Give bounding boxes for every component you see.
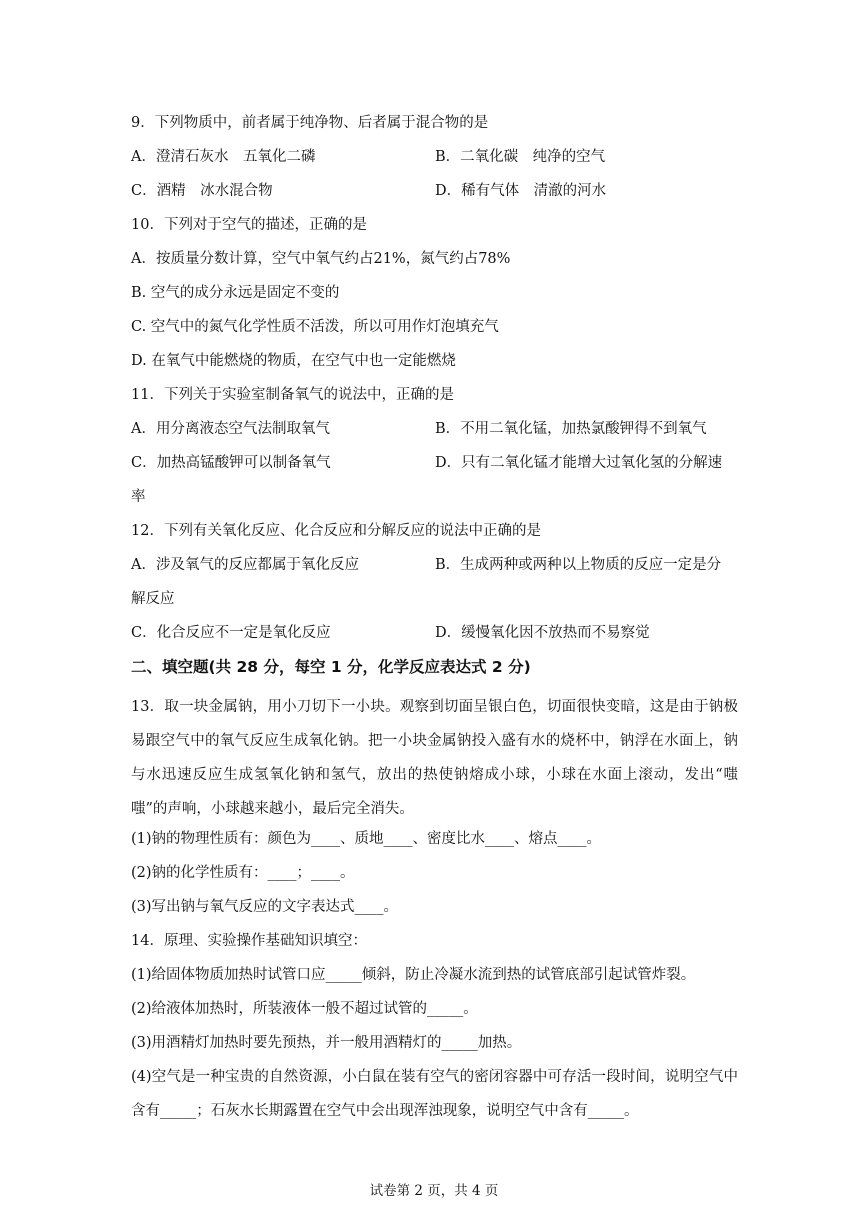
- q11-stem: 11．下列关于实验室制备氧气的说法中，正确的是: [131, 387, 454, 403]
- q11-option-a: A．用分离液态空气法制取氧气: [131, 421, 330, 437]
- q11-option-d: D．只有二氧化锰才能增大过氧化氢的分解速: [435, 455, 723, 471]
- q10-option-b: B. 空气的成分永远是固定不变的: [131, 285, 340, 301]
- page-footer: 试卷第 2 页，共 4 页: [369, 1183, 499, 1199]
- q10-option-c: C. 空气中的氮气化学性质不活泼，所以可用作灯泡填充气: [131, 319, 499, 335]
- q13-part-3: (3)写出钠与氧气反应的文字表达式____。: [131, 899, 399, 915]
- q14-part-4: (4)空气是一种宝贵的自然资源，小白鼠在装有空气的密闭容器中可存活一段时间，说明空气中含有_____；石灰水长期露置在空气中会出现浑浊现象，说明空气中含有_____。: [131, 1069, 738, 1119]
- q9-stem: 9．下列物质中，前者属于纯净物、后者属于混合物的是: [131, 115, 489, 131]
- q12-option-a: A．涉及氧气的反应都属于氧化反应: [131, 557, 359, 573]
- q13-part-2: (2)钠的化学性质有：____；____。: [131, 865, 355, 881]
- q11-option-b: B．不用二氧化锰，加热氯酸钾得不到氧气: [435, 421, 707, 437]
- q12-stem: 12．下列有关氧化反应、化合反应和分解反应的说法中正确的是: [131, 523, 541, 539]
- q10-stem: 10．下列对于空气的描述，正确的是: [131, 217, 367, 233]
- q9-option-c: C．酒精 冰水混合物: [131, 183, 273, 199]
- q9-option-a: A．澄清石灰水 五氧化二磷: [131, 149, 316, 165]
- q12-option-c: C．化合反应不一定是氧化反应: [131, 625, 331, 641]
- section-heading-fill-in: 二、填空题(共 28 分，每空 1 分，化学反应表达式 2 分): [131, 658, 531, 676]
- q13-part-1: (1)钠的物理性质有：颜色为____、质地____、密度比水____、熔点____。: [131, 831, 602, 847]
- q12-option-b: B．生成两种或两种以上物质的反应一定是分: [435, 557, 722, 573]
- q12-option-b-continued: 解反应: [131, 591, 175, 607]
- q9-option-b: B．二氧化碳 纯净的空气: [435, 149, 606, 165]
- q14-part-3: (3)用酒精灯加热时要先预热，并一般用酒精灯的_____加热。: [131, 1035, 522, 1051]
- q11-option-d-continued: 率: [131, 489, 146, 505]
- q9-option-d: D．稀有气体 清澈的河水: [435, 183, 607, 199]
- q11-option-c: C．加热高锰酸钾可以制备氧气: [131, 455, 331, 471]
- q10-option-d: D. 在氧气中能燃烧的物质，在空气中也一定能燃烧: [131, 353, 456, 369]
- q13-stem: 13．取一块金属钠，用小刀切下一小块。观察到切面呈银白色，切面很快变暗，这是由于钠极易跟空气中的氧气反应生成氧化钠。把一小块金属钠投入盛有水的烧杯中，钠浮在水面上，钠与水迅速反应生成氢氧化钠和氢气，放出的热使钠熔成小球，小球在水面上滚动，发出“嗤嗤”的声响，小球越来越小，最后完全消失。: [131, 699, 738, 817]
- q12-option-d: D．缓慢氧化因不放热而不易察觉: [435, 625, 650, 641]
- q14-part-2: (2)给液体加热时，所装液体一般不超过试管的_____。: [131, 1001, 478, 1017]
- q10-option-a: A．按质量分数计算，空气中氧气约占21%，氮气约占78%: [131, 251, 511, 267]
- q14-part-1: (1)给固体物质加热时试管口应_____倾斜，防止冷凝水流到热的试管底部引起试管炸裂。: [131, 967, 696, 983]
- q14-stem: 14．原理、实验操作基础知识填空：: [131, 933, 367, 949]
